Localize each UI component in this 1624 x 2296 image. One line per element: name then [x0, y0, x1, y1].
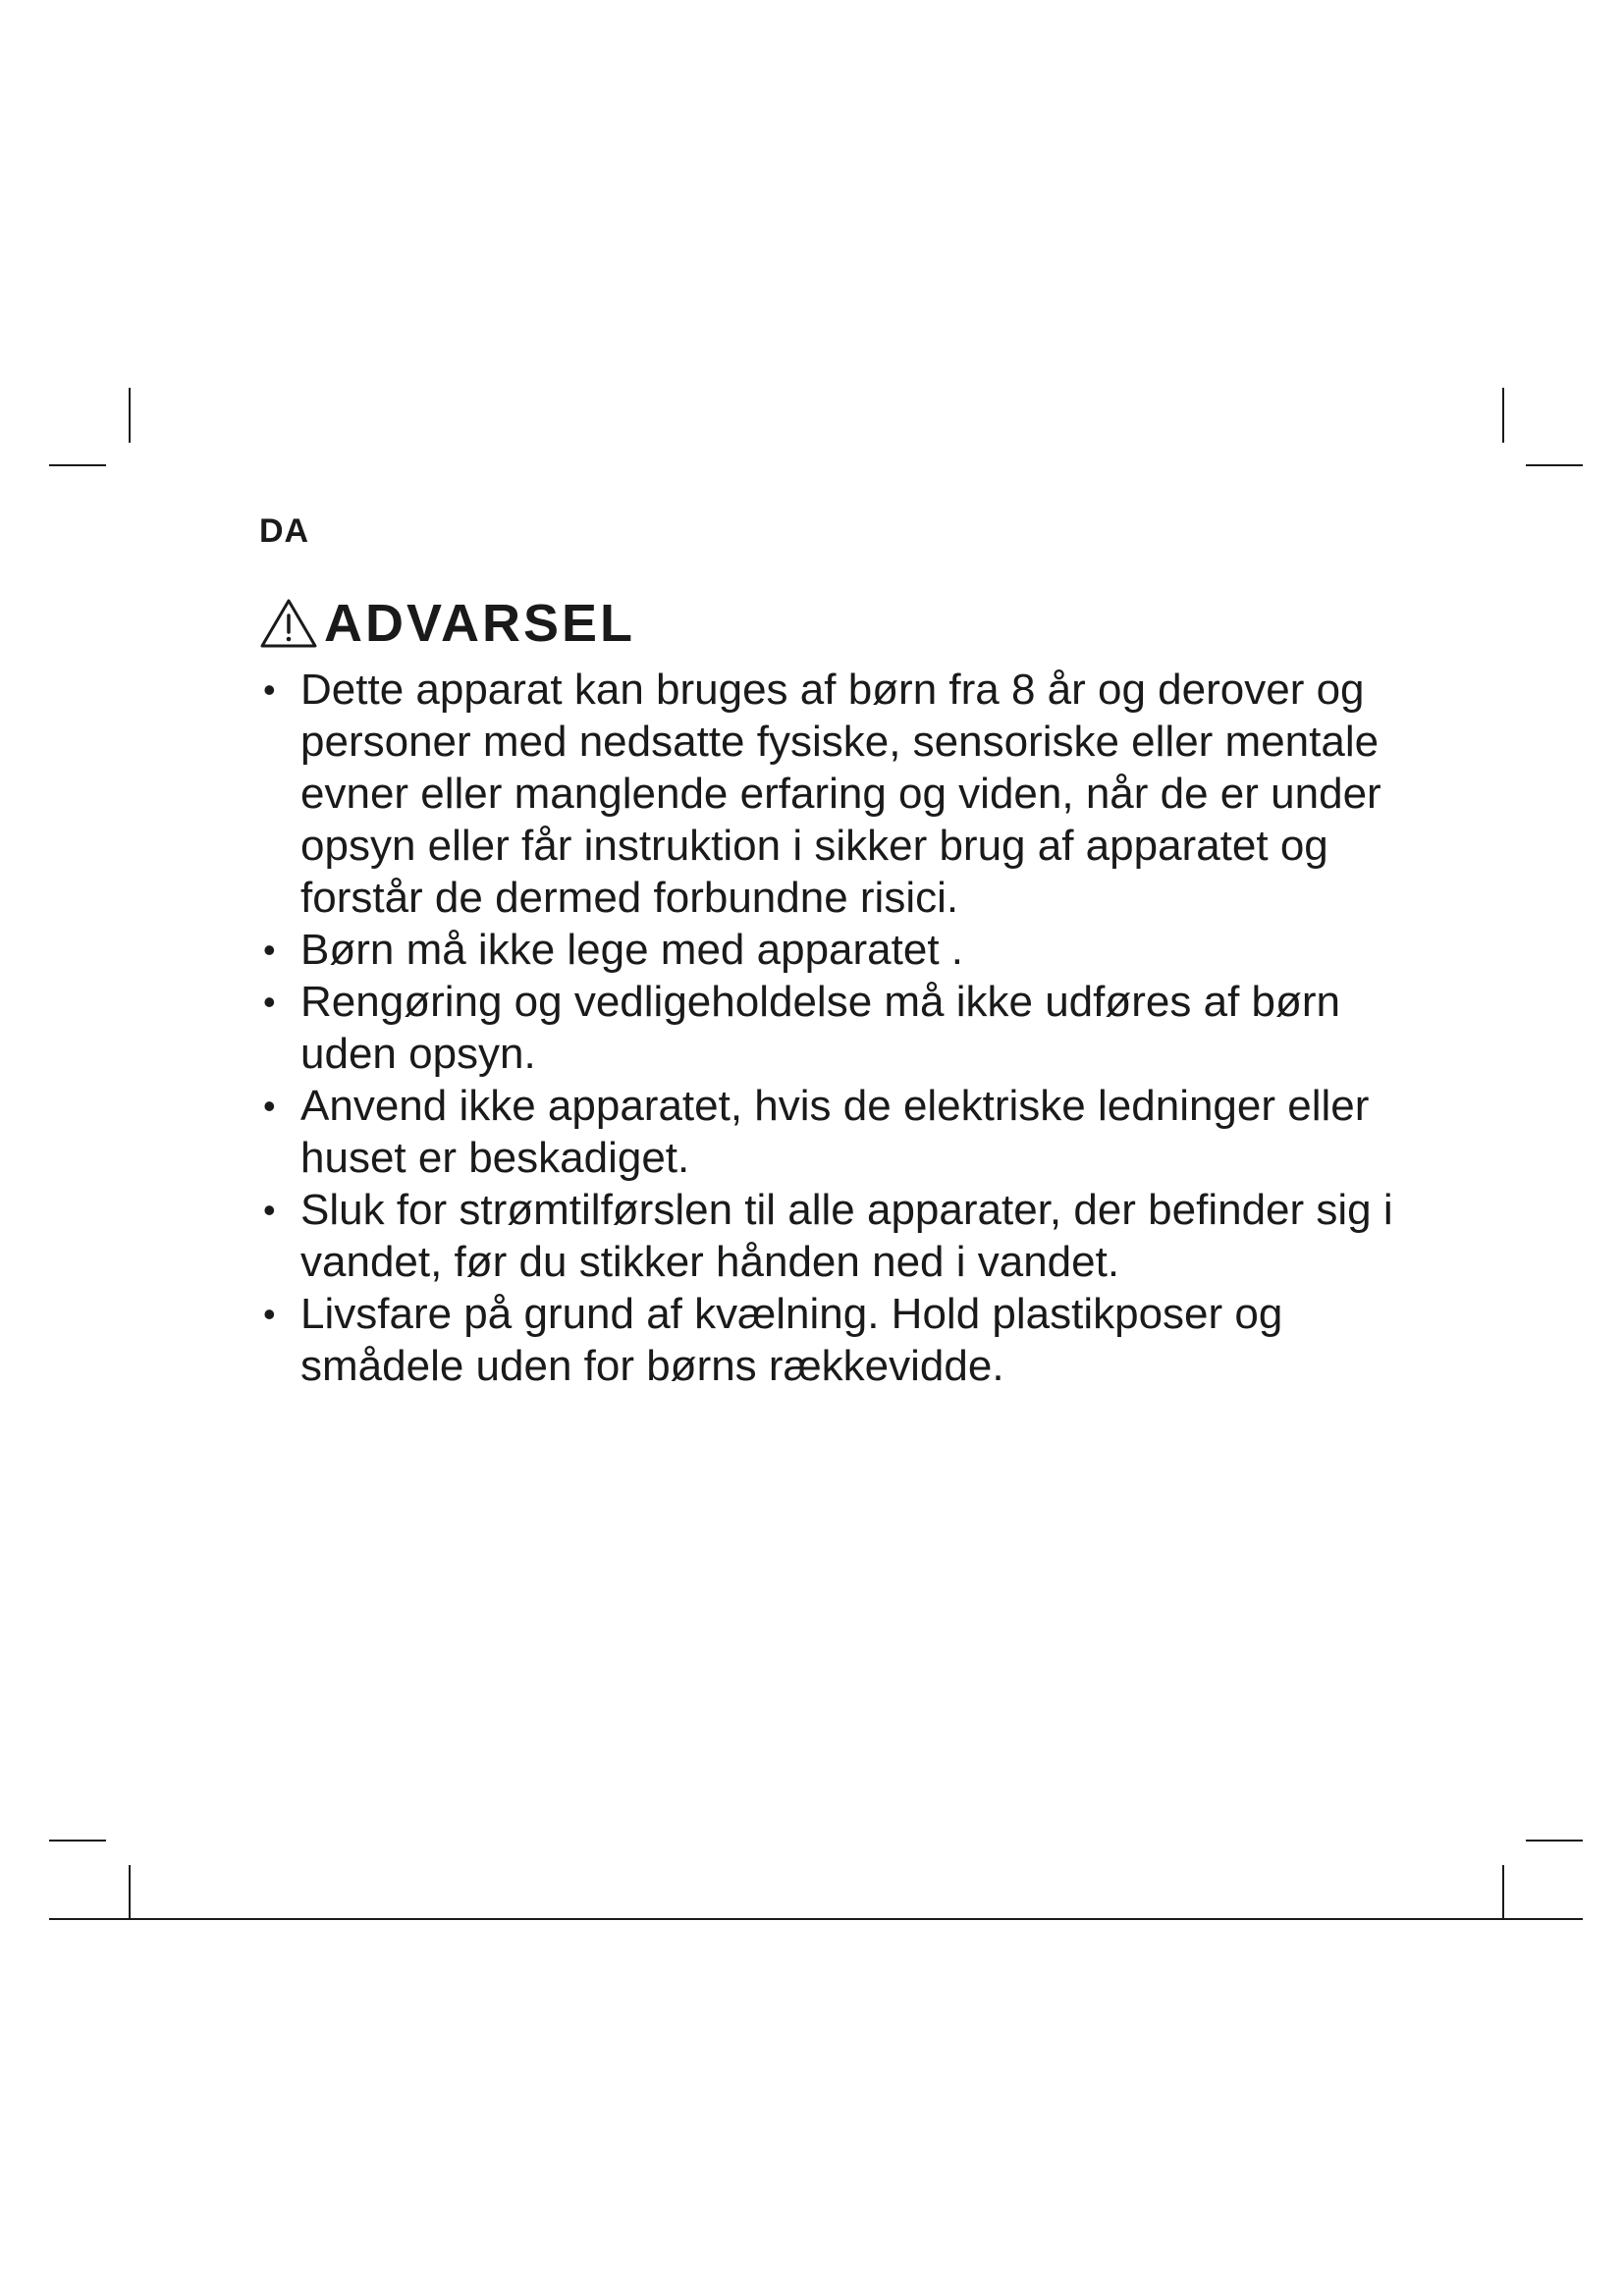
- warning-text: Rengøring og vedligeholdelse må ikke udføres af børn uden opsyn.: [300, 978, 1340, 1078]
- crop-mark: [129, 388, 131, 443]
- language-code: DA: [259, 512, 310, 550]
- crop-mark: [1526, 1840, 1583, 1842]
- crop-mark: [1502, 388, 1504, 443]
- crop-mark: [129, 1865, 131, 1920]
- bullet: •: [263, 982, 276, 1022]
- list-item: [263, 976, 1402, 1080]
- warning-text: Anvend ikke apparatet, hvis de elektriske ledninger eller huset er beskadiget.: [300, 1082, 1370, 1182]
- list-item: [263, 1080, 1402, 1184]
- warning-triangle-icon: [259, 597, 318, 650]
- list-item: [263, 1288, 1402, 1392]
- list-item: [263, 664, 1402, 924]
- crop-mark: [1526, 464, 1583, 466]
- crop-mark: [49, 464, 106, 466]
- list-item: [263, 924, 1402, 976]
- trim-line: [49, 1918, 1583, 1920]
- warning-text: Dette apparat kan bruges af børn fra 8 år og derover og personer med nedsatte fysiske, sensoriske eller mentale evner eller manglende erfaring og viden, når de er under opsyn eller får instruktion i sikker brug af apparatet og forstår de dermed forbundne risici.: [300, 666, 1381, 922]
- warning-text: Børn må ikke lege med apparatet .: [300, 926, 963, 974]
- warning-list: [263, 664, 1402, 1392]
- bullet: •: [263, 1190, 276, 1230]
- crop-mark: [49, 1840, 106, 1842]
- bullet: •: [263, 1086, 276, 1126]
- list-item: [263, 1184, 1402, 1288]
- warning-text: Sluk for strømtilførslen til alle apparater, der befinder sig i vandet, før du stikker hånden ned i vandet.: [300, 1186, 1393, 1286]
- bullet: •: [263, 669, 276, 710]
- crop-mark: [1502, 1865, 1504, 1920]
- bullet: •: [263, 930, 276, 970]
- warning-heading: [259, 594, 636, 653]
- warning-text: Livsfare på grund af kvælning. Hold plastikposer og smådele uden for børns rækkevidde.: [300, 1290, 1283, 1390]
- warning-heading-text: ADVARSEL: [324, 594, 636, 653]
- bullet: •: [263, 1294, 276, 1334]
